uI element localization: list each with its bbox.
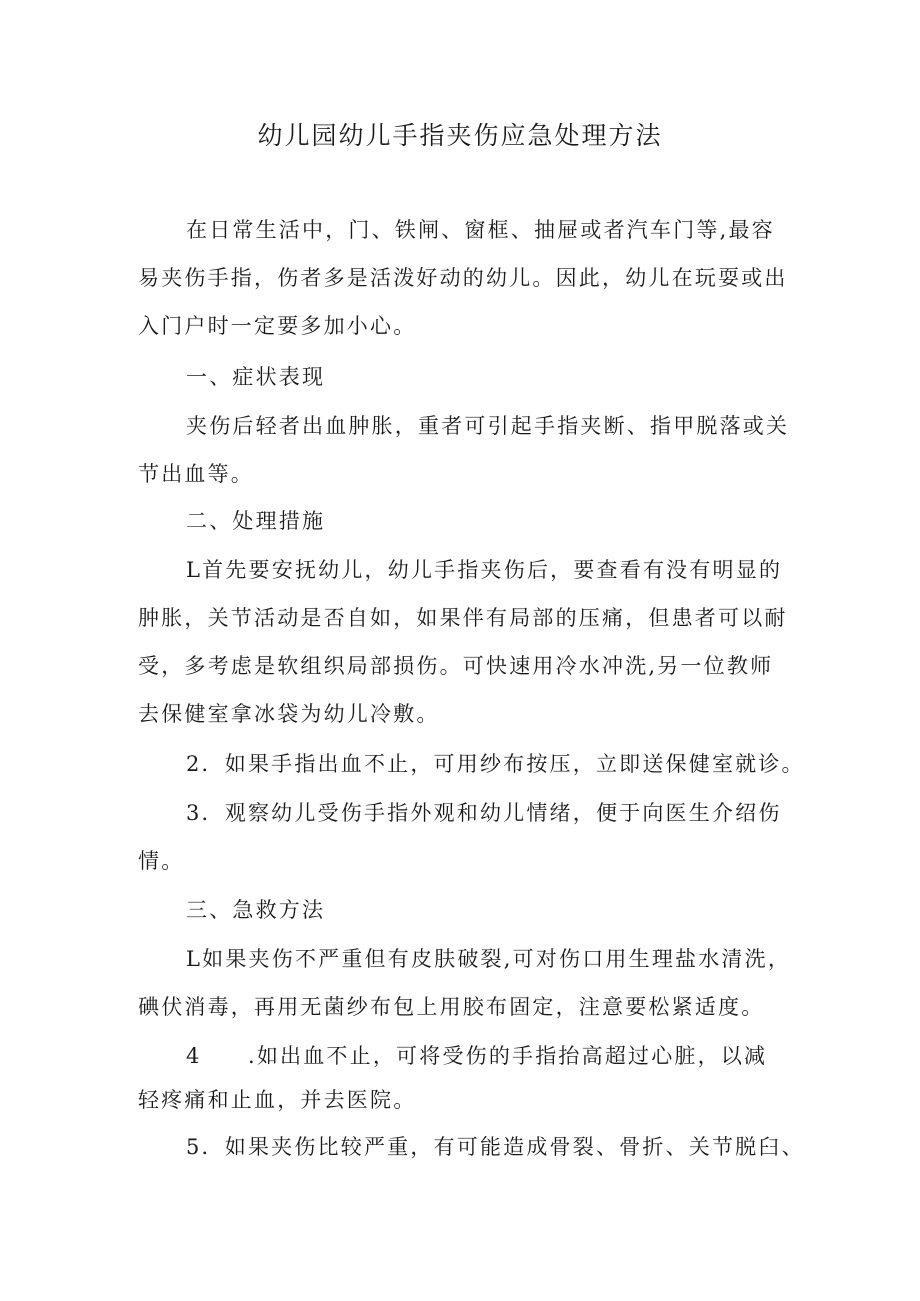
treatment-item-1-line-1: L首先要安抚幼儿，幼儿手指夹伤后，要查看有没有明显的 — [186, 558, 783, 582]
first-aid-item-1-line-1: L如果夹伤不严重但有皮肤破裂,可对伤口用生理盐水清洗， — [186, 947, 792, 971]
treatment-item-2-line-1: 2．如果手指出血不止，可用纱布按压，立即送保健室就诊。 — [186, 752, 805, 776]
intro-line-3: 入门户时一定要多加小心。 — [138, 314, 417, 338]
treatment-item-1-line-2: 肿胀，关节活动是否自如，如果伴有局部的压痛，但患者可以耐 — [138, 606, 788, 630]
treatment-item-3 — [138, 789, 788, 885]
section-heading-first-aid: 三、急救方法 — [186, 898, 326, 922]
section-heading-treatment: 二、处理措施 — [186, 509, 326, 533]
intro-line-1: 在日常生活中，门、铁闸、窗框、抽屉或者汽车门等,最容 — [186, 218, 775, 242]
first-aid-item-1 — [138, 935, 792, 1031]
first-aid-item-4-line-2: 轻疼痛和止血，并去医院。 — [138, 1088, 417, 1112]
symptoms-paragraph — [138, 402, 788, 498]
intro-line-2: 易夹伤手指，伤者多是活泼好动的幼儿。因此，幼儿在玩耍或出 — [138, 266, 788, 290]
treatment-item-3-line-2: 情。 — [138, 849, 185, 873]
first-aid-item-5 — [138, 1123, 805, 1171]
first-aid-item-4 — [138, 1034, 788, 1122]
treatment-item-1-line-4: 去保健室拿冰袋为幼儿冷敷。 — [138, 702, 440, 726]
treatment-item-2 — [138, 740, 805, 788]
first-aid-item-5-line-1: 5．如果夹伤比较严重，有可能造成骨裂、骨折、关节脱臼、 — [186, 1135, 805, 1159]
symptoms-line-2: 节出血等。 — [138, 462, 254, 486]
first-aid-item-1-line-2: 碘伏消毒，再用无菌纱布包上用胶布固定，注意要松紧适度。 — [138, 995, 765, 1019]
treatment-item-3-line-1: 3．观察幼儿受伤手指外观和幼儿情绪，便于向医生介绍伤 — [186, 801, 782, 825]
treatment-item-1 — [138, 546, 788, 738]
intro-paragraph — [138, 206, 788, 350]
document-title: 幼儿园幼儿手指夹伤应急处理方法 — [257, 121, 663, 150]
first-aid-item-4-line-1: 4 .如出血不止，可将受伤的手指抬高超过心脏，以减 — [186, 1044, 768, 1068]
treatment-item-1-line-3: 受，多考虑是软组织局部损伤。可快速用冷水冲洗,另一位教师 — [138, 654, 774, 678]
symptoms-line-1: 夹伤后轻者出血肿胀，重者可引起手指夹断、指甲脱落或关 — [186, 414, 790, 438]
section-heading-symptoms: 一、症状表现 — [186, 365, 326, 389]
